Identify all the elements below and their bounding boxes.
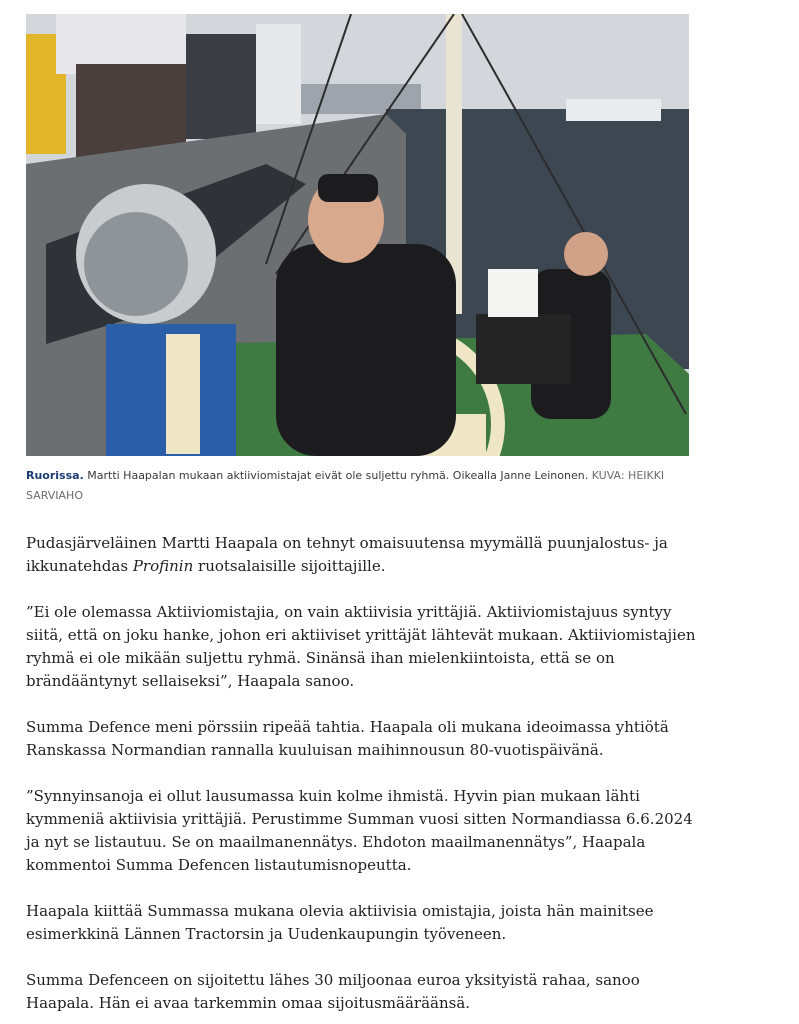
deck-console [476,314,571,384]
searchlight-lens [84,212,188,316]
paragraph-3: Summa Defence meni pörssiin ripeää tahtia. Haapala oli mukana ideoimassa yhtiötä Ranskassa Normandian rannalla kuuluisan maihinnousun 80-vuotispäivänä. [26,718,669,759]
article-photo [26,14,689,456]
dark-tower [186,34,256,139]
paragraph-1: Pudasjärveläinen Martti Haapala on tehnyt omaisuutensa myymällä puunjalostus- ja ikkunatehdas Profinin ruotsalaisille sijoittajille. [26,534,668,575]
paragraph-4: ”Synnyinsanoja ei ollut lausumassa kuin kolme ihmistä. Hyvin pian mukaan lähti kymmeniä aktiivisia yrittäjiä. Perustimme Summan vuosi sitten Normandiassa 6.6.2024 ja nyt se listautuu. Se on maailmanennätys. Ehdoton maailmanennätys”, Haapala kommentoi Summa Defencen listautumisnopeutta. [26,787,693,874]
console-screen [488,269,538,317]
article-body [26,532,706,1024]
paragraph-2: ”Ei ole olemassa Aktiiviomistajia, on vain aktiivisia yrittäjiä. Aktiiviomistajuus syntyy siitä, että on joku hanke, johon eri aktiiviset yrittäjät lähtevät mukaan. Aktiiviomistajien ryhmä ei ole mikään suljettu ryhmä. Sinänsä ihan mielenkiintoista, että se on brändääntynyt sellaiseksi”, Haapala sanoo. [26,603,696,690]
caption-title: Ruorissa. [26,469,84,482]
man-with-cap [276,244,456,456]
company-name: Profinin [132,557,194,575]
moored-boat [566,99,661,121]
photo-caption [26,466,686,506]
captain-cap [318,174,378,202]
paragraph-6: Summa Defenceen on sijoitettu lähes 30 miljoonaa euroa yksityistä rahaa, sanoo Haapala. Hän ei avaa tarkemmin omaa sijoitusmääräänsä. [26,971,640,1012]
ship-deck-photo [26,14,689,456]
searchlight-post [166,334,200,454]
caption-text: Martti Haapalan mukaan aktiiviomistajat eivät ole suljettu ryhmä. Oikealla Janne Leinonen. [87,469,589,482]
man-on-right-face [564,232,608,276]
tall-white-building [256,24,301,124]
paragraph-5: Haapala kiittää Summassa mukana olevia aktiivisia omistajia, joista hän mainitsee esimerkkinä Lännen Tractorsin ja Uudenkaupungin työveneen. [26,902,654,943]
caption-credit: KUVA: HEIKKI SARVIAHO [26,469,665,502]
